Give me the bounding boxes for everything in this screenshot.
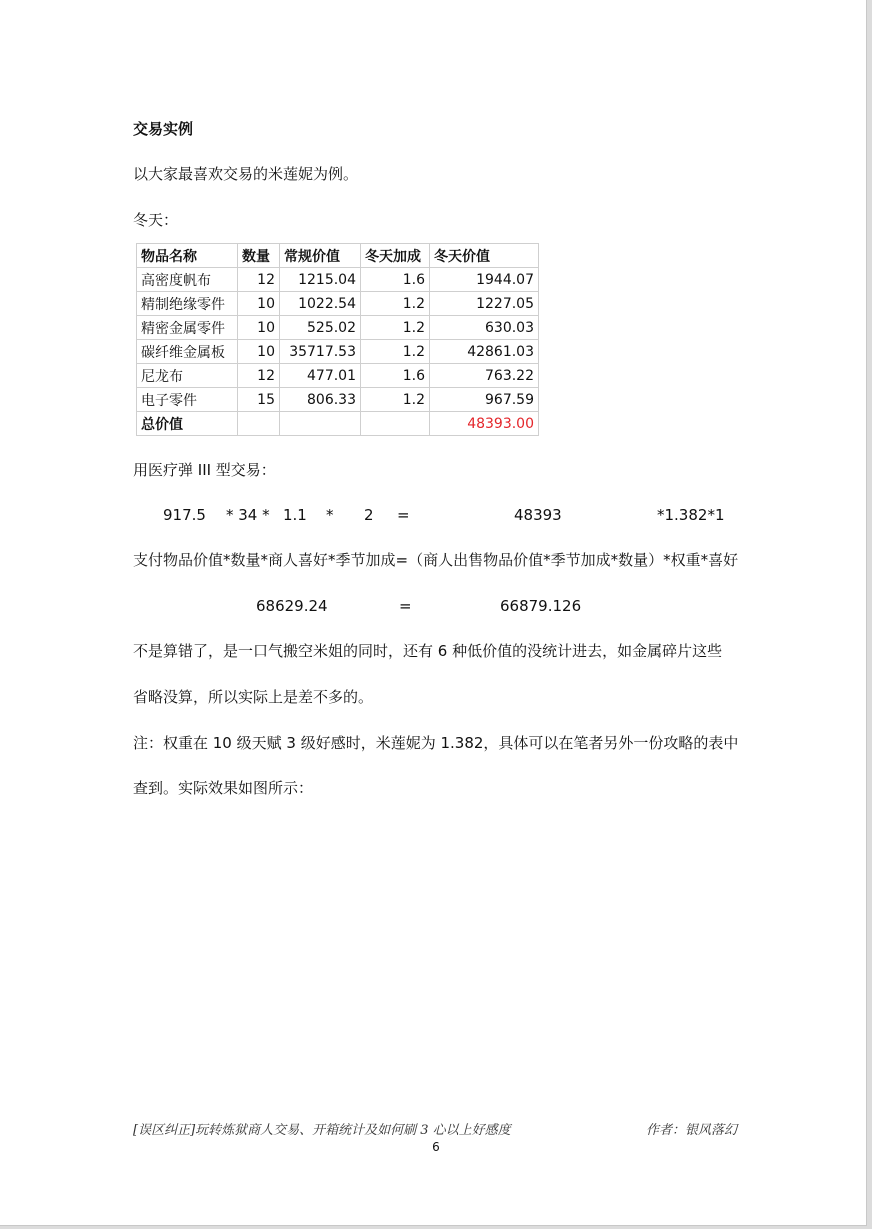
cell-quantity: 10: [238, 340, 280, 364]
formula-equals: =: [397, 506, 410, 524]
paragraph-1-line-2: 省略没算，所以实际上是差不多的。: [133, 688, 374, 706]
cell-winter-value: 630.03: [430, 316, 539, 340]
cell-base-value: 525.02: [280, 316, 361, 340]
cell-quantity: 15: [238, 388, 280, 412]
header-winter-bonus: 冬天加成: [361, 244, 430, 268]
cell-item-name: 精制绝缘零件: [137, 292, 238, 316]
cell-winter-bonus: 1.6: [361, 268, 430, 292]
table-row: [137, 316, 539, 340]
table-total-row: [137, 412, 539, 436]
table-row: [137, 388, 539, 412]
header-quantity: 数量: [238, 244, 280, 268]
trade-line: 用医疗弹 III 型交易：: [133, 461, 276, 479]
header-base-value: 常规价值: [280, 244, 361, 268]
cell-winter-bonus: 1.2: [361, 340, 430, 364]
paragraph-1-line-1: 不是算错了，是一口气搬空米姐的同时，还有 6 种低价值的没统计进去，如金属碎片这些: [133, 642, 723, 660]
result-left: 68629.24: [256, 597, 328, 615]
formula-value-2: * 34 *: [226, 506, 270, 524]
cell-winter-bonus: 1.2: [361, 292, 430, 316]
formula-value-7: *1.382*1: [657, 506, 725, 524]
total-label: 总价值: [137, 412, 238, 436]
formula-value-4: *: [326, 506, 334, 524]
empty-cell: [280, 412, 361, 436]
cell-base-value: 806.33: [280, 388, 361, 412]
cell-quantity: 12: [238, 268, 280, 292]
season-label: 冬天：: [133, 211, 179, 229]
page-number: 6: [432, 1140, 440, 1154]
empty-cell: [361, 412, 430, 436]
cell-item-name: 尼龙布: [137, 364, 238, 388]
formula-value-3: 1.1: [283, 506, 307, 524]
cell-winter-value: 763.22: [430, 364, 539, 388]
table-row: [137, 340, 539, 364]
section-title: 交易实例: [133, 120, 194, 138]
cell-item-name: 精密金属零件: [137, 316, 238, 340]
table-row: [137, 364, 539, 388]
cell-winter-value: 1227.05: [430, 292, 539, 316]
intro-text: 以大家最喜欢交易的米莲妮为例。: [133, 165, 359, 183]
result-right: 66879.126: [500, 597, 582, 615]
empty-cell: [238, 412, 280, 436]
note-line-2: 查到。实际效果如图所示：: [133, 779, 314, 797]
cell-quantity: 10: [238, 316, 280, 340]
header-winter-value: 冬天价值: [430, 244, 539, 268]
footer-author: 作者：银风落幻: [646, 1123, 738, 1138]
note-line-1: 注：权重在 10 级天赋 3 级好感时，米莲妮为 1.382，具体可以在笔者另外一份攻略的表中: [133, 734, 739, 752]
result-equals: =: [399, 597, 412, 615]
formula-value-6: 48393: [514, 506, 562, 524]
formula-value-1: 917.5: [163, 506, 206, 524]
cell-winter-value: 967.59: [430, 388, 539, 412]
footer-title: [误区纠正]玩转炼狱商人交易、开箱统计及如何刷 3 心以上好感度: [133, 1123, 511, 1138]
cell-item-name: 电子零件: [137, 388, 238, 412]
cell-base-value: 477.01: [280, 364, 361, 388]
cell-base-value: 1022.54: [280, 292, 361, 316]
cell-winter-value: 1944.07: [430, 268, 539, 292]
header-item-name: 物品名称: [137, 244, 238, 268]
cell-winter-value: 42861.03: [430, 340, 539, 364]
cell-item-name: 高密度帆布: [137, 268, 238, 292]
cell-winter-bonus: 1.2: [361, 388, 430, 412]
cell-base-value: 35717.53: [280, 340, 361, 364]
cell-quantity: 10: [238, 292, 280, 316]
cell-winter-bonus: 1.2: [361, 316, 430, 340]
cell-quantity: 12: [238, 364, 280, 388]
cell-base-value: 1215.04: [280, 268, 361, 292]
table-row: [137, 268, 539, 292]
table-header-row: [137, 244, 539, 268]
total-value: 48393.00: [430, 412, 539, 436]
formula-value-5: 2: [364, 506, 374, 524]
table-row: [137, 292, 539, 316]
items-table: [136, 243, 539, 436]
formula-text: 支付物品价值*数量*商人喜好*季节加成=（商人出售物品价值*季节加成*数量）*权重*喜好: [133, 551, 739, 569]
cell-item-name: 碳纤维金属板: [137, 340, 238, 364]
cell-winter-bonus: 1.6: [361, 364, 430, 388]
